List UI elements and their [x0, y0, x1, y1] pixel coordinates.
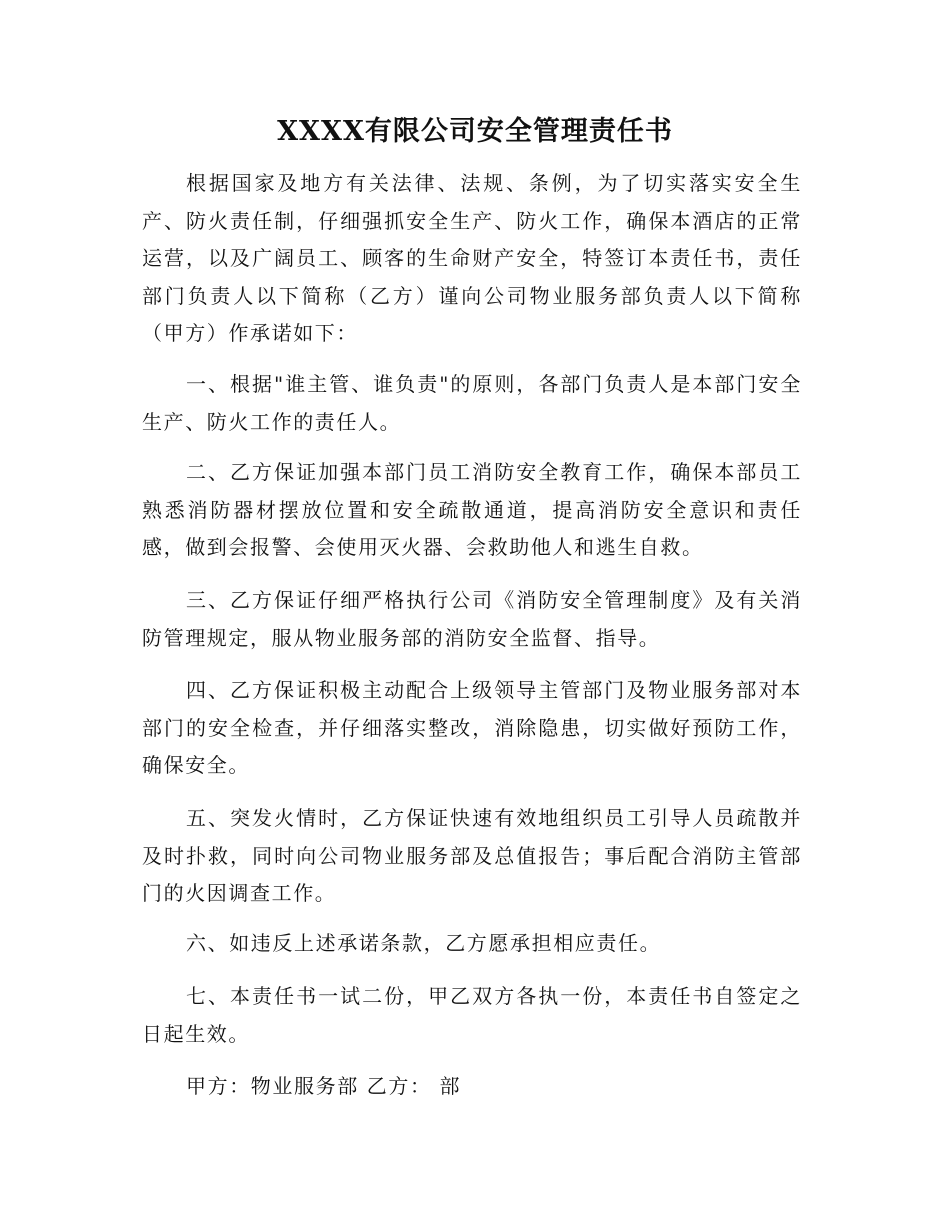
- clause-1: 一、根据"谁主管、谁负责"的原则，各部门负责人是本部门安全生产、防火工作的责任人。: [142, 372, 802, 434]
- clause-6: 六、如违反上述承诺条款，乙方愿承担相应责任。: [186, 931, 662, 955]
- clause-3: 三、乙方保证仔细严格执行公司《消防安全管理制度》及有关消防管理规定，服从物业服务部的消防安全监督、指导。: [142, 588, 802, 650]
- document-title: XXXX有限公司安全管理责任书: [277, 116, 673, 147]
- intro-paragraph: 根据国家及地方有关法律、法规、条例，为了切实落实安全生产、防火责任制，仔细强抓安全生产、防火工作，确保本酒店的正常运营，以及广阔员工、顾客的生命财产安全，特签订本责任书，责任部门负责人以下简称（乙方）谨向公司物业服务部负责人以下简称（甲方）作承诺如下：: [142, 171, 802, 345]
- clause-7: 七、本责任书一试二份，甲乙双方各执一份，本责任书自签定之日起生效。: [142, 984, 802, 1046]
- clause-4: 四、乙方保证积极主动配合上级领导主管部门及物业服务部对本部门的安全检查，并仔细落实整改，消除隐患，切实做好预防工作，确保安全。: [142, 678, 802, 777]
- clause-2: 二、乙方保证加强本部门员工消防安全教育工作，确保本部员工熟悉消防器材摆放位置和安全疏散通道，提高消防安全意识和责任感，做到会报警、会使用灭火器、会救助他人和逃生自救。: [142, 460, 802, 559]
- clause-5: 五、突发火情时，乙方保证快速有效地组织员工引导人员疏散并及时扑救，同时向公司物业服务部及总值报告；事后配合消防主管部门的火因调查工作。: [142, 806, 802, 905]
- signature-line: 甲方：物业服务部 乙方： 部: [186, 1074, 462, 1098]
